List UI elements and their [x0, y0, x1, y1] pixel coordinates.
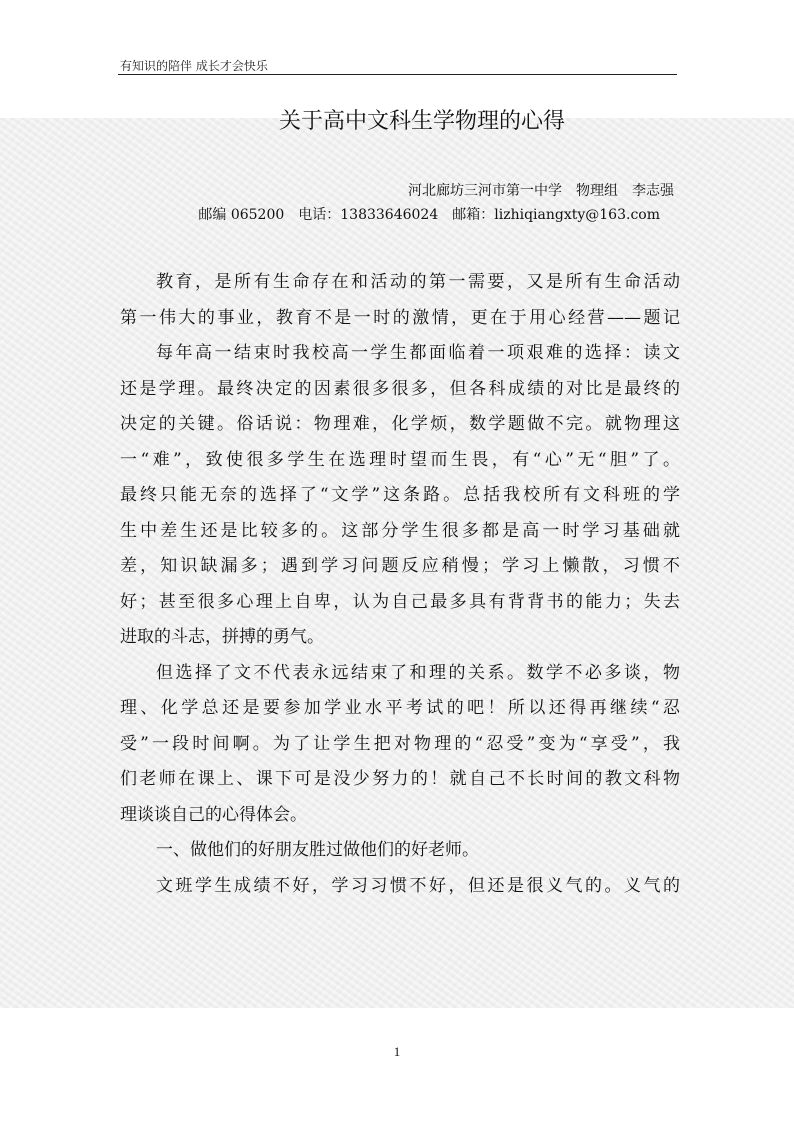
body-line: 好；甚至很多心理上自卑，认为自己最多具有背背书的能力；失去: [120, 591, 680, 612]
body-text: [120, 265, 680, 904]
body-line: 受”一段时间啊。为了让学生把对物理的“忍受”变为“享受”，我: [120, 733, 680, 754]
body-line: 生中差生还是比较多的。这部分学生很多都是高一时学习基础就: [120, 520, 680, 541]
body-line: 最终只能无奈的选择了“文学”这条路。总括我校所有文科班的学: [120, 485, 680, 505]
body-line: 进取的斗志，拼搏的勇气。: [120, 627, 324, 647]
section-heading: 一、做他们的好朋友胜过做他们的好老师。: [156, 840, 479, 860]
body-line: 但选择了文不代表永远结束了和理的关系。数学不必多谈，物: [156, 662, 680, 683]
body-line: 理、化学总还是要参加学业水平考试的吧！所以还得再继续“忍: [120, 698, 680, 718]
author-line: 河北廊坊三河市第一中学 物理组 李志强: [408, 183, 674, 199]
page-header-slogan: 有知识的陪伴 成长才会快乐: [120, 59, 268, 73]
body-line: 理谈谈自己的心得体会。: [120, 804, 307, 825]
header-divider: [118, 74, 677, 75]
body-line: 教育，是所有生命存在和活动的第一需要，又是所有生命活动: [156, 272, 680, 292]
body-line: 一“难”，致使很多学生在选理时望而生畏，有“心”无“胆”了。: [120, 449, 680, 470]
body-line: 第一伟大的事业，教育不是一时的激情，更在于用心经营——题记: [120, 307, 680, 328]
page-number: 1: [393, 1044, 401, 1059]
body-line: 差，知识缺漏多；遇到学习问题反应稍慢；学习上懒散，习惯不: [120, 556, 680, 576]
contact-line: 邮编 065200 电话：13833646024 邮箱：lizhiqiangxty@163.com: [198, 207, 660, 223]
body-line: 决定的关键。俗话说：物理难，化学烦，数学题做不完。就物理这: [120, 414, 680, 434]
body-line: 每年高一结束时我校高一学生都面临着一项艰难的选择：读文: [156, 343, 680, 363]
document-title: 关于高中文科生学物理的心得: [278, 109, 565, 134]
body-line: 还是学理。最终决定的因素很多很多，但各科成绩的对比是最终的: [120, 378, 680, 399]
body-line: 们老师在课上、课下可是没少努力的！就自己不长时间的教文科物: [120, 769, 680, 789]
body-line: 文班学生成绩不好，学习习惯不好，但还是很义气的。义气的: [156, 875, 680, 896]
